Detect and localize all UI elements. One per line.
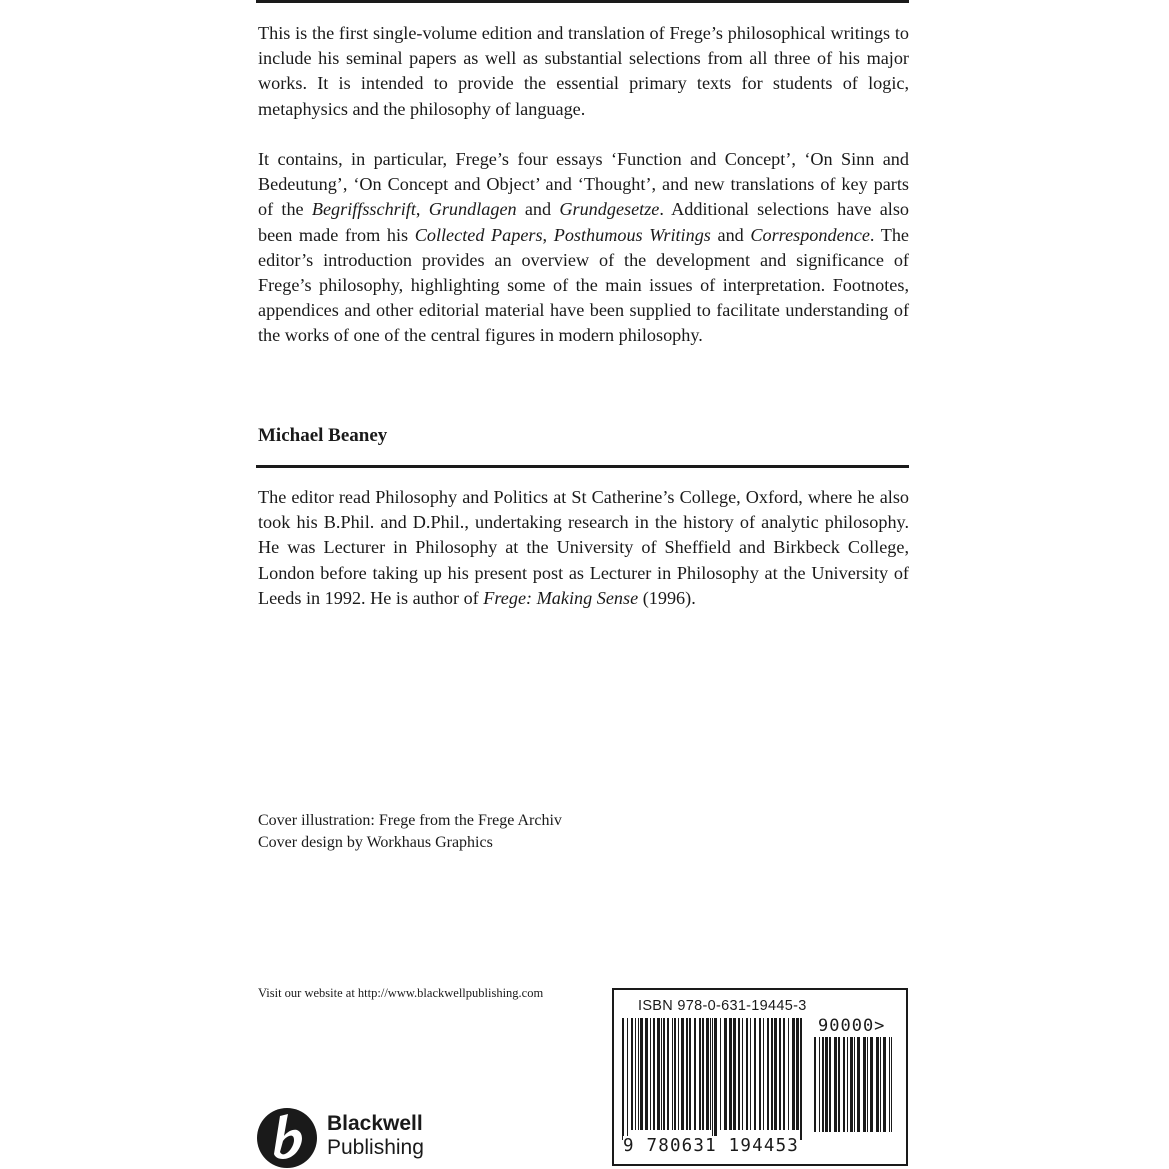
barcode-bar xyxy=(889,1037,890,1132)
cover-credits xyxy=(258,810,562,854)
text-span: , xyxy=(542,224,554,245)
barcode-bar xyxy=(686,1018,688,1130)
barcode-bar xyxy=(829,1037,831,1132)
barcode-bar xyxy=(796,1018,799,1130)
barcode-bar xyxy=(847,1037,848,1132)
barcode-bar xyxy=(883,1037,886,1132)
text-span: and xyxy=(516,199,560,220)
text-span: . Additional selections have also been made from his xyxy=(258,199,910,245)
barcode-bar xyxy=(742,1018,743,1130)
barcode-bar xyxy=(689,1018,691,1130)
barcode-bar xyxy=(771,1018,773,1130)
barcode-bar xyxy=(672,1018,673,1130)
barcode-bar xyxy=(891,1037,892,1132)
barcode-bar xyxy=(854,1037,855,1132)
barcode-bar xyxy=(792,1018,795,1130)
work-title: Correspondence xyxy=(750,224,870,245)
barcode-bar xyxy=(738,1018,740,1130)
barcode-bar xyxy=(759,1018,761,1130)
barcode-bar xyxy=(674,1018,676,1130)
work-title: Posthumous Writings xyxy=(553,224,711,245)
blackwell-b-logo-icon xyxy=(256,1107,318,1169)
barcode-bar xyxy=(733,1018,736,1130)
author-name: Michael Beaney xyxy=(258,425,388,446)
barcode-bar xyxy=(667,1018,669,1130)
work-title: Frege: Making Sense xyxy=(483,587,639,608)
barcode-bar xyxy=(843,1037,845,1132)
barcode-bar xyxy=(779,1018,781,1130)
text-span: and xyxy=(710,224,751,245)
barcode-bar xyxy=(788,1018,789,1130)
barcode-bar xyxy=(767,1018,769,1130)
barcode-bar xyxy=(819,1037,820,1132)
barcode-bar xyxy=(645,1018,648,1130)
barcode-bar xyxy=(627,1018,628,1140)
price-code: 90000> xyxy=(818,1016,886,1036)
publisher-name-line2: Publishing xyxy=(327,1136,424,1159)
barcode-bar xyxy=(640,1018,643,1130)
barcode-bar xyxy=(783,1018,785,1130)
text-span: . The editor’s introduction provides an overview of the development and significance of Frege’s philosophy, highlighting some of the main issues of interpretation. Footnotes, appendices and other editorial material have been supplied to facilitate understanding of the works of one of the central figures in modern philosophy. xyxy=(258,224,910,346)
ean-barcode-bars xyxy=(622,1018,808,1140)
barcode-bar xyxy=(694,1018,696,1130)
barcode-bar xyxy=(838,1037,840,1132)
website-line: Visit our website at http://www.blackwellpublishing.com xyxy=(258,986,544,1000)
text-span: It contains, in particular, Frege’s four essays ‘Function and Concept’, ‘On Sinn and Bedeutung’, ‘On Concept and Object’ and ‘Thought’, and new translations of key parts of the xyxy=(258,149,909,220)
author-bio xyxy=(258,485,909,611)
barcode-bar xyxy=(678,1018,679,1130)
barcode-bar xyxy=(622,1018,624,1140)
barcode-bar xyxy=(661,1018,662,1130)
addon-barcode-bars xyxy=(814,1037,900,1137)
work-title: Collected Papers xyxy=(414,224,543,245)
text-span: (1996). xyxy=(638,587,696,608)
barcode-bar xyxy=(863,1037,866,1132)
barcode-bar xyxy=(635,1018,636,1130)
barcode-bar xyxy=(638,1018,639,1130)
barcode-bar xyxy=(714,1018,717,1140)
barcode-bar xyxy=(699,1018,701,1130)
barcode-bar xyxy=(650,1018,651,1130)
barcode-bar xyxy=(706,1018,709,1130)
barcode-bar xyxy=(870,1037,873,1132)
barcode-digits: 9 780631 194453 xyxy=(623,1136,800,1156)
barcode-box xyxy=(612,988,908,1166)
work-title: Begriffsschrift xyxy=(311,199,416,220)
publisher-name-line1: Blackwell xyxy=(327,1112,423,1135)
barcode-bar xyxy=(712,1018,713,1140)
design-credit: Cover design by Workhaus Graphics xyxy=(258,834,493,851)
barcode-bar xyxy=(720,1018,721,1130)
top-rule xyxy=(256,0,909,3)
barcode-bar xyxy=(653,1018,655,1130)
isbn-label: ISBN 978-0-631-19445-3 xyxy=(638,998,807,1014)
blurb-paragraph-2 xyxy=(258,147,909,349)
barcode-bar xyxy=(857,1037,860,1132)
section-rule xyxy=(256,465,909,468)
barcode-bar xyxy=(834,1037,837,1132)
barcode-bar xyxy=(663,1018,665,1130)
barcode-bar xyxy=(754,1018,756,1130)
text-span: The editor read Philosophy and Politics at St Catherine’s College, Oxford, where he also took his B.Phil. and D.Phil., undertaking research in the history of analytic philosophy. He was Lecturer in Philosophy at the University of Sheffield and Birkbeck College, London before taking up his present post as Lecturer in Philosophy at the University of Leeds in 1992. He is author of xyxy=(258,487,909,608)
barcode-bar xyxy=(825,1037,828,1132)
barcode-bar xyxy=(876,1037,879,1132)
barcode-bar xyxy=(750,1018,751,1130)
barcode-bar xyxy=(702,1018,704,1130)
barcode-bar xyxy=(880,1037,881,1132)
barcode-bar xyxy=(746,1018,748,1130)
publisher-name xyxy=(327,1112,424,1160)
barcode-bar xyxy=(724,1018,727,1130)
barcode-bar xyxy=(710,1018,711,1130)
illustration-credit: Cover illustration: Frege from the Frege Archiv xyxy=(258,812,562,829)
barcode-bar xyxy=(657,1018,660,1130)
barcode-bar xyxy=(822,1037,824,1132)
barcode-bar xyxy=(774,1018,777,1130)
work-title: Grundlagen xyxy=(428,199,517,220)
barcode-bar xyxy=(800,1018,802,1140)
barcode-bar xyxy=(729,1018,732,1130)
barcode-bar xyxy=(681,1018,684,1130)
barcode-bar xyxy=(814,1037,816,1132)
barcode-bar xyxy=(850,1037,853,1132)
barcode-bar xyxy=(867,1037,868,1132)
blurb-paragraph-1: This is the first single-volume edition and translation of Frege’s philosophical writings to include his seminal papers as well as substantial selections from all three of his major works. It is intended to provide the essential primary texts for students of logic, metaphysics and the philosophy of language. xyxy=(258,23,909,119)
work-title: Grundgesetze xyxy=(559,199,660,220)
barcode-bar xyxy=(763,1018,764,1130)
barcode-bar xyxy=(631,1018,633,1130)
text-span: , xyxy=(415,199,429,220)
